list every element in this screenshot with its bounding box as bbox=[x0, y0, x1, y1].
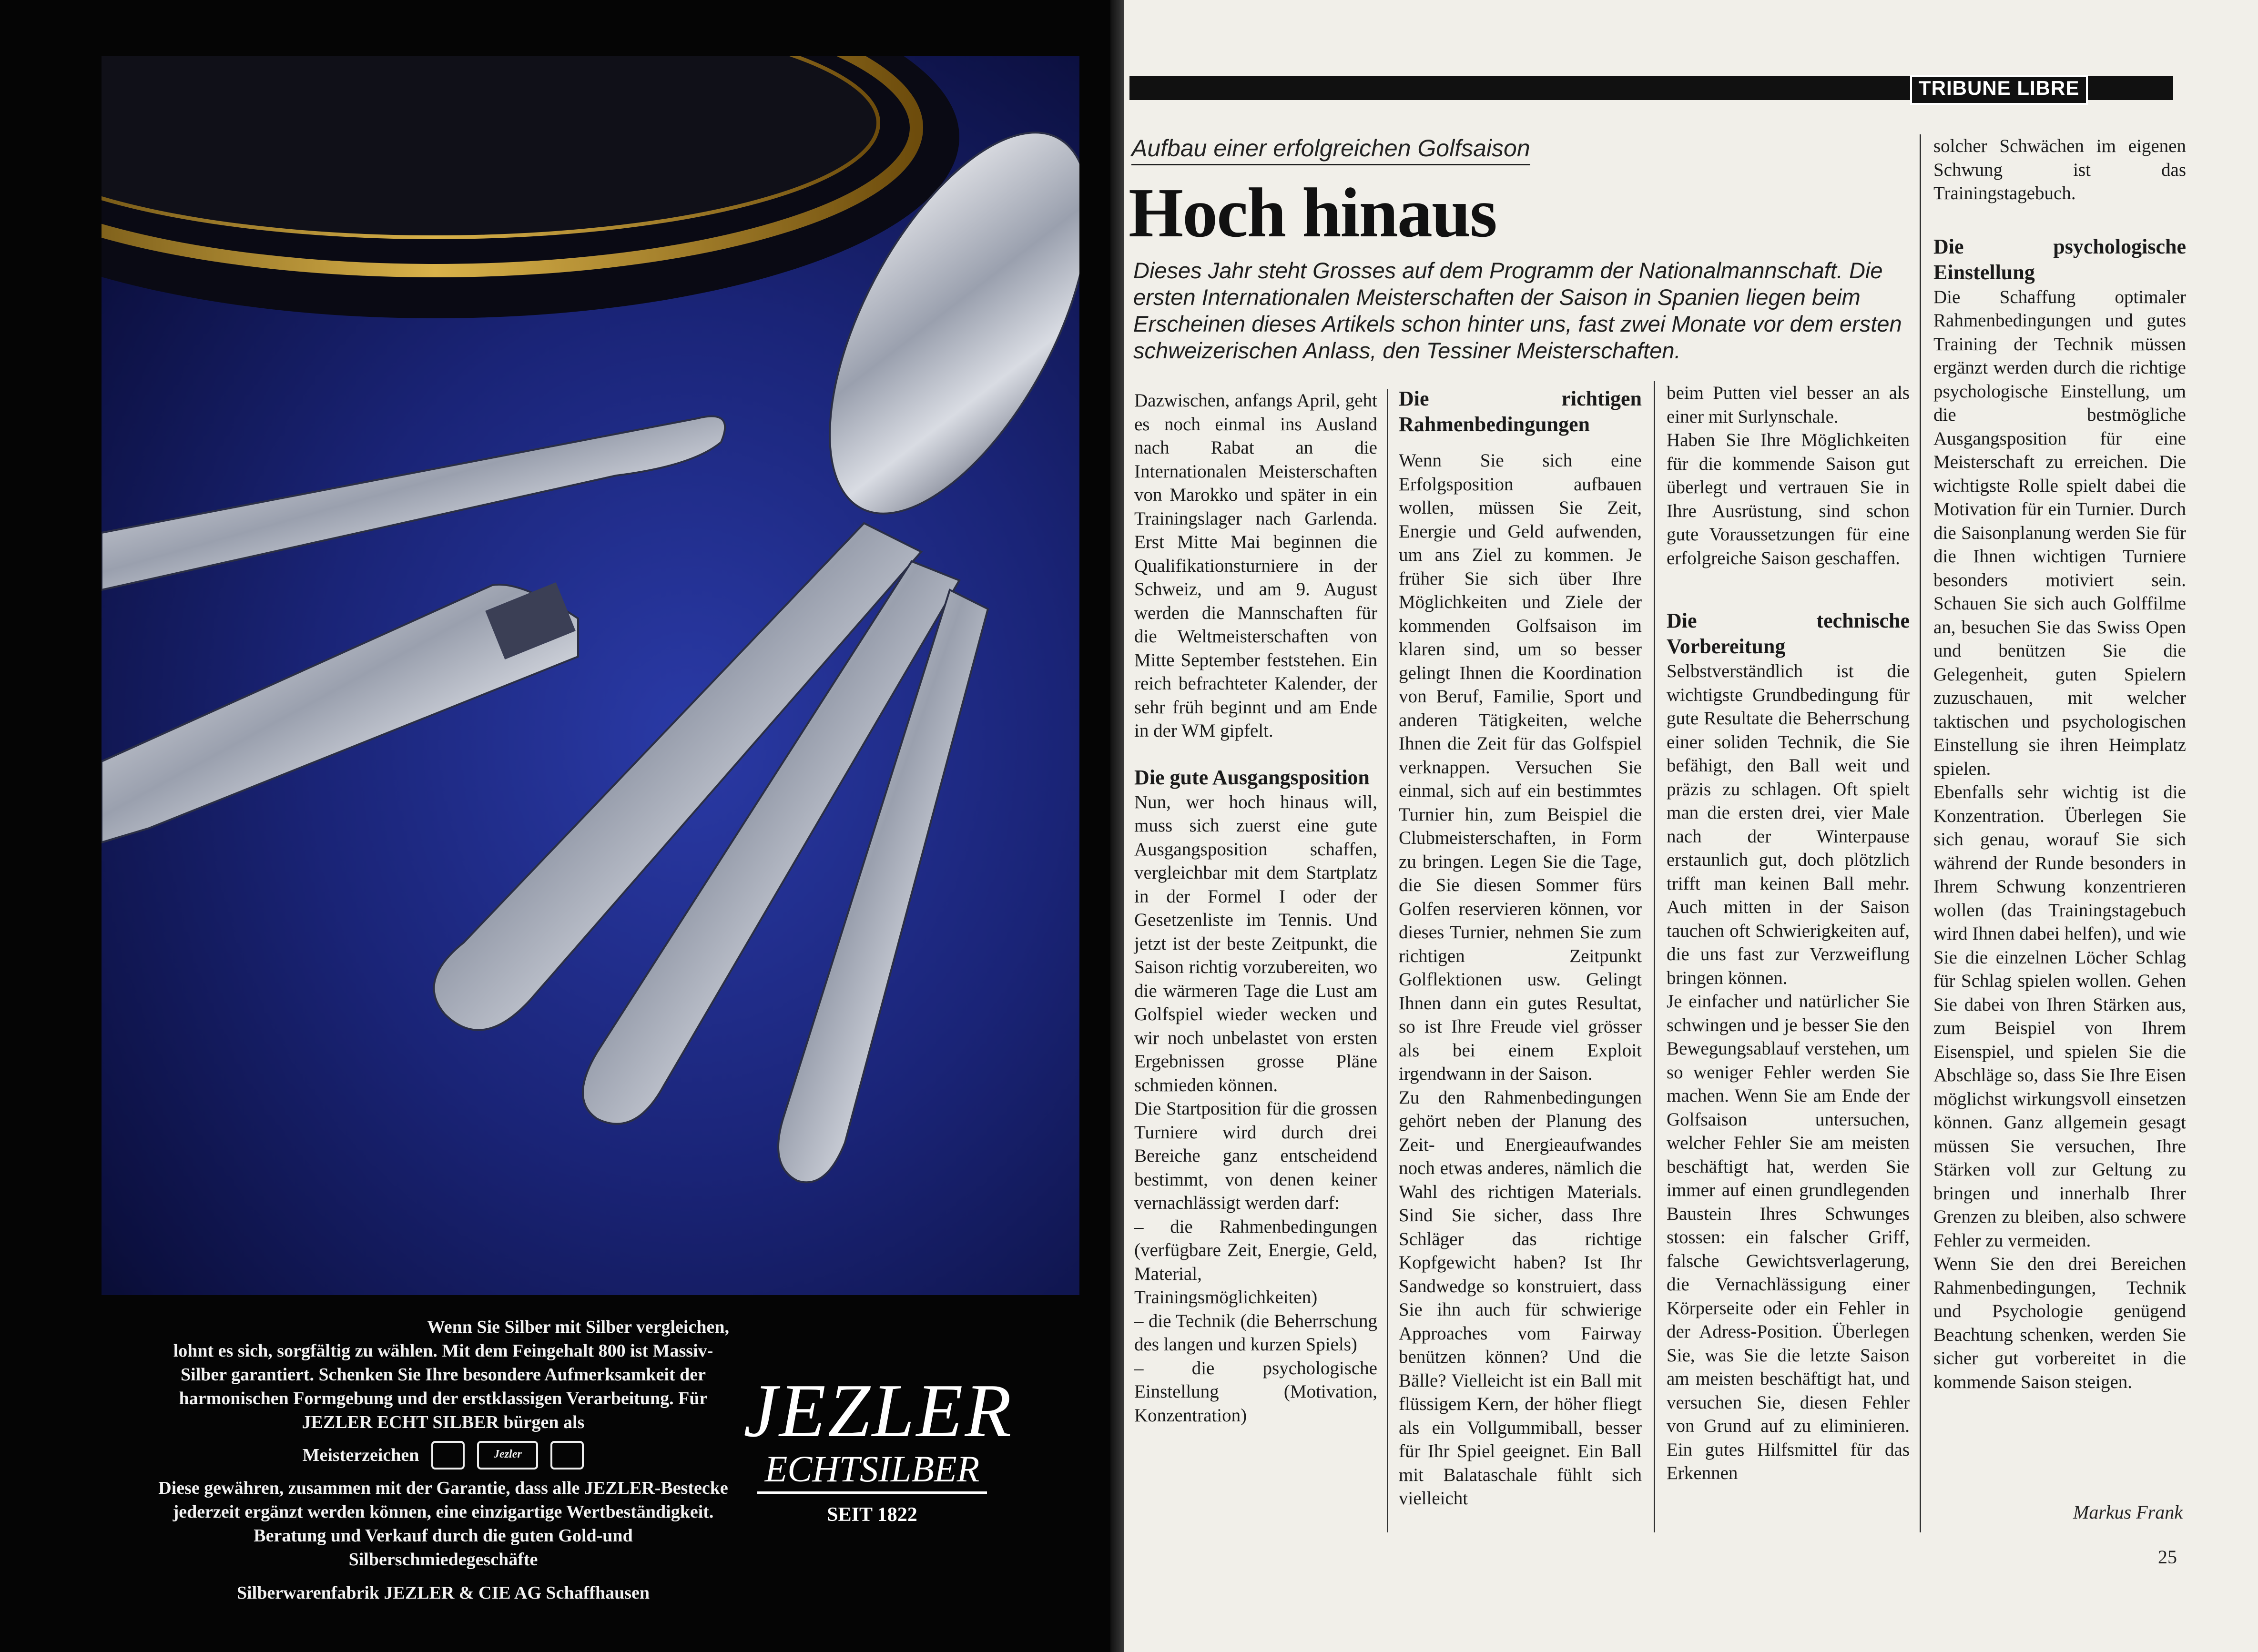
paragraph: Zu den Rahmenbedingungen gehört neben der Planung des Zeit- und Energieaufwandes noch etwas anderes, nämlich die Wahl des richtigen Materials. Sind Sie sicher, dass Ihre Schläger das richtige Kopfgewicht haben? Ist Ihr Sandwedge so konstruiert, dass Sie ihn auch für schwierige Approaches vom Fairway benützen können? Und die Bälle? Vielleicht ist ein Ball mit flüssigem Kern, der höher fliegt als ein Vollgummiball, besser für Ihr Spiel geeignet. Ein Ball mit Balataschale fühlt sich vielleicht bbox=[1399, 1087, 1642, 1509]
paragraph: beim Putten viel besser an als einer mit Surlynschale. bbox=[1667, 383, 1910, 427]
paragraph: Wenn Sie sich eine Erfolgsposition aufbauen wollen, müssen Sie Zeit, Energie und Geld aufwenden, um ans Ziel zu kommen. Je früher Sie sich über Ihre Möglichkeiten und Ziele der kommenden Golfsaison im klaren sind, um so besser gelingt Ihnen die Koordination von Beruf, Familie, Sport und anderen Tätigkeiten, welche Ihnen die Zeit für das Golfspiel verknappen. Versuchen Sie einmal, sich auf ein bestimmtes Turnier hin, zum Beispiel die Clubmeisterschaften, in Form zu bringen. Legen Sie die Tage, die Sie diesen Sommer fürs Golfen reservieren können, vor dieses Turnier, nehmen Sie zum richtigen Zeitpunkt Golflektionen usw. Gelingt Ihnen dann ein gutes Resultat, so ist Ihre Freude viel grösser als bei einem Exploit irgendwann in der Saison. bbox=[1399, 450, 1642, 1084]
list-item: – die Technik (die Beherrschung des langen und kurzen Spiels) bbox=[1134, 1310, 1377, 1355]
master-marks-row bbox=[157, 1441, 729, 1470]
subheading: Die psychologische Einstellung bbox=[1933, 234, 2186, 284]
paragraph: Ebenfalls sehr wichtig ist die Konzentration. Überlegen Sie sich genau, worauf Sie sich während der Runde besonders in Ihrem Schwung konzentrieren wollen (das Trainingstagebuch wird Ihnen dabei helfen), und wie Sie die einzelnen Löcher Schlag für Schlag spielen wollen. Gehen Sie dabei von Ihren Stärken aus, zum Beispiel von Ihrem Eisenspiel, und spielen Sie die Abschläge so, dass Sie Ihre Eisen möglichst wirkungsvoll einsetzen können. Ganz allgemein gesagt müssen Sie versuchen, Ihre Stärken voll zur Geltung zu bringen und innerhalb Ihrer Grenzen zu bleiben, also schwere Fehler zu vermeiden. bbox=[1933, 782, 2186, 1251]
ad-paragraph-2: Diese gewähren, zusammen mit der Garantie, dass alle JEZLER-Bestecke jederzeit ergänzt werden können, eine einzigartige Wertbeständigkeit. Beratung und Verkauf durch die guten Gold-und Silberschmiedegeschäfte bbox=[158, 1478, 728, 1570]
brand-logo bbox=[743, 1368, 1014, 1526]
brand-subtitle: ECHTSILBER bbox=[757, 1449, 987, 1494]
ad-intro-line: Wenn Sie Silber mit Silber vergleichen, bbox=[427, 1317, 729, 1337]
ad-footer: Silberwarenfabrik JEZLER & CIE AG Schaffhausen bbox=[236, 1583, 650, 1603]
jezler-mark-icon: Jezler bbox=[477, 1441, 538, 1470]
brand-since: SEIT 1822 bbox=[827, 1504, 917, 1526]
subheading: Die gute Ausgangsposition bbox=[1134, 765, 1370, 789]
article-column-3 bbox=[1667, 381, 1910, 1485]
paragraph: Haben Sie Ihre Möglichkeiten für die kommende Saison gut überlegt und vertrauen Sie in Ihre Ausrüstung, sind schon gute Voraussetzungen für eine erfolgreiche Saison geschaffen. bbox=[1667, 430, 1910, 568]
article-kicker: Aufbau einer erfolgreichen Golfsaison bbox=[1131, 134, 1530, 165]
paragraph: Nun, wer hoch hinaus will, muss sich zuerst eine gute Ausgangsposition schaffen, vergleichbar mit dem Startplatz in der Formel I oder der Gesetzenliste im Tennis. Und jetzt ist der beste Zeitpunkt, die Saison richtig vorzubereiten, wo die wärmeren Tage die Lust am Golfspiel wieder wecken und wir noch unbelastet von ersten Ergebnissen grosse Pläne schmieden können. bbox=[1134, 791, 1377, 1095]
list-item: – die psychologische Einstellung (Motivation, Konzentration) bbox=[1134, 1358, 1377, 1426]
column-rule bbox=[1920, 134, 1921, 1532]
ad-paragraph-1: lohnt es sich, sorgfältig zu wählen. Mit dem Feingehalt 800 ist Massiv-Silber garantiert. Schenken Sie Ihre besondere Aufmerksamkeit der harmonischen Formgebung und der erstklassigen Verarbeitung. Für JEZLER ECHT SILBER bürgen als bbox=[173, 1341, 713, 1432]
paragraph: solcher Schwächen im eigenen Schwung ist das Trainingstagebuch. bbox=[1933, 136, 2186, 203]
advertisement-text bbox=[157, 1315, 729, 1605]
article-author: Markus Frank bbox=[2073, 1501, 2183, 1523]
paragraph: Die Schaffung optimaler Rahmenbedingungen und gutes Training der Technik müssen ergänzt werden durch die richtige psychologische Einstellung, um die bestmögliche Ausgangsposition für eine Meisterschaft zu erreichen. Die wichtigste Rolle spielt dabei die Motivation für ein Turnier. Durch die Saisonplanung werden Sie für die Ihnen wichtigen Turniere besonders motiviert sein. Schauen Sie sich auch Golffilme an, besuchen Sie das Swiss Open und benützen Sie die Gelegenheit, guten Spielern zuzuschauen, mit welcher taktischen und psychologischen Einstellung sie ihren Heimplatz spielen. bbox=[1933, 286, 2186, 779]
article-column-1 bbox=[1134, 389, 1377, 1427]
cutlery-photo bbox=[102, 56, 1079, 1295]
section-label: TRIBUNE LIBRE bbox=[1910, 75, 2088, 105]
advertisement-page bbox=[0, 0, 1124, 1652]
article-column-4 bbox=[1933, 134, 2186, 1394]
page-number: 25 bbox=[2158, 1546, 2177, 1568]
paragraph: Je einfacher und natürlicher Sie schwingen und je besser Sie den Bewegungsablauf verstehen, um so weniger Fehler werden Sie machen. Wenn Sie am Ende der Golfsaison untersuchen, welcher Fehler Sie am meisten beschäftigt hat, werden Sie immer auf einen grundlegenden Baustein Ihres Schwunges stossen: ein falscher Griff, falsche Gewichtsverlagerung, die Vernachlässigung einer Körperseite oder ein Fehler in der Adress-Position. Überlegen Sie, was Sie die letzte Saison am meisten beschäftigt hat, und versuchen Sie, diesen Fehler von Grund auf zu eliminieren. Ein gutes Hilfsmittel für das Erkennen bbox=[1667, 991, 1910, 1483]
paragraph: Dazwischen, anfangs April, geht es noch einmal ins Ausland nach Rabat an die Internationalen Meisterschaften von Marokko und später in ein Trainingslager nach Garlenda. Erst Mitte Mai beginnen die Qualifikationsturniere in der Schweiz, und am 9. August werden die Mannschaften für die Weltmeisterschaften von Mitte September feststehen. Ein reich befrachteter Kalender, der sehr früh beginnt und am Ende in der WM gipfelt. bbox=[1134, 390, 1377, 741]
list-item: – die Rahmenbedingungen (verfügbare Zeit, Energie, Geld, Material, Trainingsmöglichkeiten) bbox=[1134, 1216, 1377, 1307]
paragraph: Wenn Sie den drei Bereichen Rahmenbedingungen, Technik und Psychologie genügend Beachtung schenken, werden Sie sicher gut vorbereitet in die kommende Saison steigen. bbox=[1933, 1254, 2186, 1392]
knife bbox=[102, 416, 725, 590]
article-column-2 bbox=[1399, 386, 1642, 1510]
brand-name: JEZLER bbox=[743, 1368, 1014, 1453]
subheading: Die technische Vorbereitung bbox=[1667, 609, 1910, 658]
article-lead: Dieses Jahr steht Grosses auf dem Programm der Nationalmannschaft. Die ersten Internationalen Meisterschaften der Saison in Spanien liegen beim Erscheinen dieses Artikels schon hinter uns, fast zwei Monate vor dem ersten schweizerischen Anlass, den Tessiner Meisterschaften. bbox=[1133, 258, 1902, 363]
article-headline: Hoch hinaus bbox=[1129, 174, 1496, 252]
paragraph: Die Startposition für die grossen Turniere wird durch drei Bereiche ganz entscheidend bestimmt, von denen keiner vernachlässigt werden darf: bbox=[1134, 1098, 1377, 1213]
shield-mark-icon bbox=[431, 1441, 465, 1470]
cutlery-illustration bbox=[102, 56, 1079, 1295]
subheading: Die richtigen Rahmenbedingungen bbox=[1399, 387, 1642, 436]
paragraph: Selbstverständlich ist die wichtigste Grundbedingung für gute Resultate die Beherrschung einer soliden Technik, die Sie befähigt, den Ball weit und präzis zu schlagen. Oft spielt man die ersten drei, vier Male nach der Winterpause erstaunlich gut, doch plötzlich trifft man keinen Ball mehr. Auch mitten in der Saison tauchen oft Schwierigkeiten auf, die uns fast zur Verzweiflung bringen können. bbox=[1667, 661, 1910, 988]
master-marks-label: Meisterzeichen bbox=[302, 1445, 419, 1465]
column-rule bbox=[1387, 389, 1388, 1532]
column-rule bbox=[1654, 381, 1655, 1532]
crest-mark-icon bbox=[550, 1441, 584, 1470]
